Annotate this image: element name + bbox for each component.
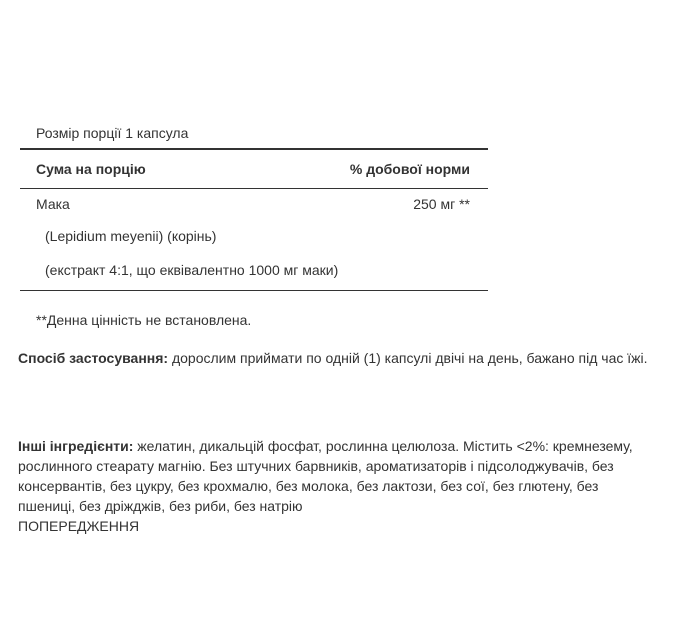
ingredient-extract-note: (екстракт 4:1, що еквівалентно 1000 мг маки) — [45, 262, 339, 278]
usage-paragraph — [18, 348, 658, 368]
ingredients-label: Інші інгредієнти: — [18, 438, 134, 454]
supplement-facts-table — [20, 118, 488, 291]
header-amount-per-serving: Сума на порцію — [36, 161, 146, 177]
ingredient-latin-name: (Lepidium meyenii) (корінь) — [45, 228, 217, 244]
usage-label: Спосіб застосування: — [18, 350, 169, 366]
warning-label: ПОПЕРЕДЖЕННЯ — [18, 518, 140, 534]
ingredients-text: желатин, дикальцій фосфат, рослинна целюлоза. Містить <2%: кремнезему, рослинного стеарату магнію. Без штучних барвників, ароматизаторів і підсолоджувачів, без консервантів, без цукру, без крохмалю, без молока, без лактози, без сої, без глютену, без пшениці, без дріжджів, без риби, без натрію — [18, 438, 633, 514]
table-row — [20, 191, 488, 216]
ingredient-amount: 250 мг ** — [413, 195, 470, 212]
ingredient-name: Мака — [36, 195, 70, 212]
table-header-row — [20, 150, 488, 188]
usage-text: дорослим приймати по одній (1) капсулі двічі на день, бажано під час їжі. — [168, 350, 648, 366]
header-daily-value: % добової норми — [349, 161, 470, 177]
serving-size: Розмір порції 1 капсула — [36, 125, 189, 141]
ingredients-paragraph — [18, 436, 658, 536]
table-divider-bottom — [20, 290, 488, 291]
daily-value-footnote: **Денна цінність не встановлена. — [36, 312, 252, 328]
table-divider-header — [20, 188, 488, 189]
